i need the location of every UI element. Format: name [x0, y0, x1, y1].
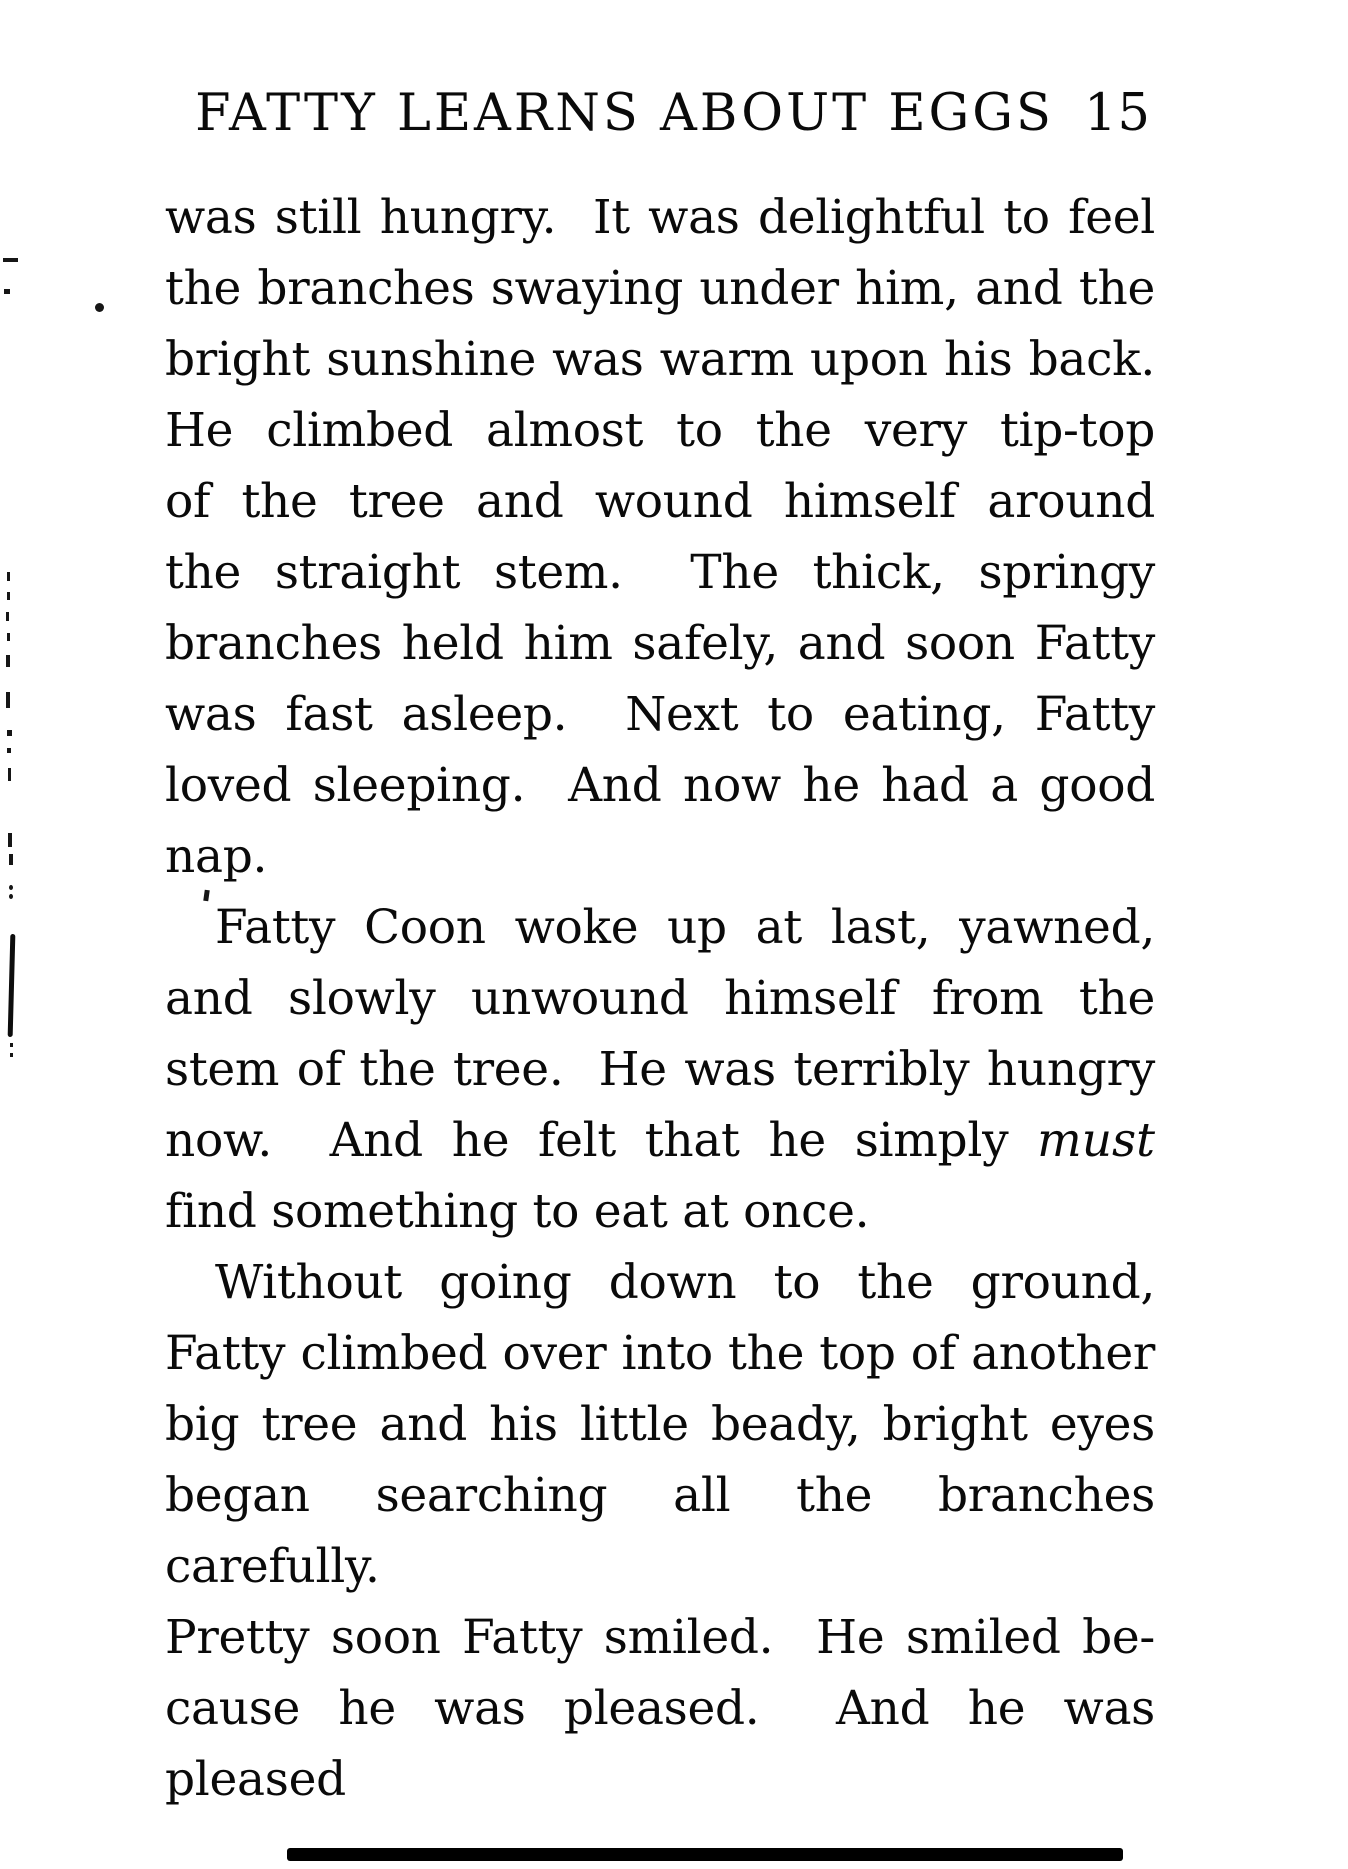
- text-line: Fatty climbed over into the top of another: [165, 1326, 1155, 1381]
- text-line: stem of the tree. He was terribly hungry: [165, 1042, 1155, 1097]
- scan-artifact: [7, 748, 11, 753]
- scan-artifact: [8, 833, 12, 847]
- scan-artifact: [9, 854, 13, 865]
- text-line: was fast asleep. Next to eating, Fatty: [165, 687, 1155, 742]
- scan-artifact: [6, 612, 9, 621]
- text-line: [165, 1105, 1155, 1176]
- text-line: nap.: [165, 829, 268, 884]
- scan-edge-bar: [287, 1848, 1123, 1861]
- chapter-title: FATTY LEARNS ABOUT EGGS: [195, 84, 1054, 143]
- text-line: and slowly unwound himself from the: [165, 971, 1155, 1026]
- scan-artifact: [4, 289, 10, 294]
- scan-artifact: [7, 730, 12, 736]
- scan-artifact: [9, 894, 13, 899]
- scan-artifact: [7, 572, 10, 581]
- text-line: Pretty soon Fatty smiled. He smiled be-: [165, 1610, 1155, 1665]
- paragraph: [165, 892, 1155, 1247]
- text-line: find something to eat at once.: [165, 1184, 870, 1239]
- text-line: bright sunshine was warm upon his back.: [165, 332, 1155, 387]
- scan-artifact: [10, 1043, 13, 1047]
- text-line: branches held him safely, and soon Fatty: [165, 616, 1155, 671]
- scan-artifact: [3, 258, 18, 262]
- text-line: Fatty Coon woke up at last, yawned,: [215, 900, 1155, 955]
- scan-artifact: [9, 885, 13, 890]
- text-line: the branches swaying under him, and the: [165, 261, 1155, 316]
- scan-artifact: [7, 592, 10, 600]
- text-line: Without going down to the ground,: [215, 1255, 1155, 1310]
- text-segment: now. And he felt that he simply: [165, 1113, 1038, 1168]
- text-line: cause he was pleased. And he was pleased: [165, 1681, 1155, 1807]
- scan-artifact: [6, 692, 10, 708]
- text-column: [165, 182, 1155, 1815]
- scan-artifact: [7, 633, 10, 641]
- scan-artifact: [95, 303, 104, 312]
- scan-artifact: [8, 934, 16, 1037]
- text-line: began searching all the branches carefully.: [165, 1468, 1155, 1594]
- text-line: was still hungry. It was delightful to feel: [165, 190, 1155, 245]
- text-line: He climbed almost to the very tip-top: [165, 403, 1155, 458]
- scan-artifact: [8, 768, 11, 781]
- italic-word: must: [1037, 1113, 1155, 1168]
- scan-artifact: [10, 1053, 13, 1057]
- text-line: of the tree and wound himself around: [165, 474, 1155, 529]
- text-line: the straight stem. The thick, springy: [165, 545, 1155, 600]
- scan-artifact: [6, 655, 10, 667]
- paragraph: [165, 182, 1155, 892]
- paragraph: [165, 1247, 1155, 1815]
- page-number: 15: [1084, 84, 1151, 143]
- text-line: big tree and his little beady, bright eyes: [165, 1397, 1155, 1452]
- running-head: [165, 84, 1155, 144]
- text-line: loved sleeping. And now he had a good: [165, 758, 1155, 813]
